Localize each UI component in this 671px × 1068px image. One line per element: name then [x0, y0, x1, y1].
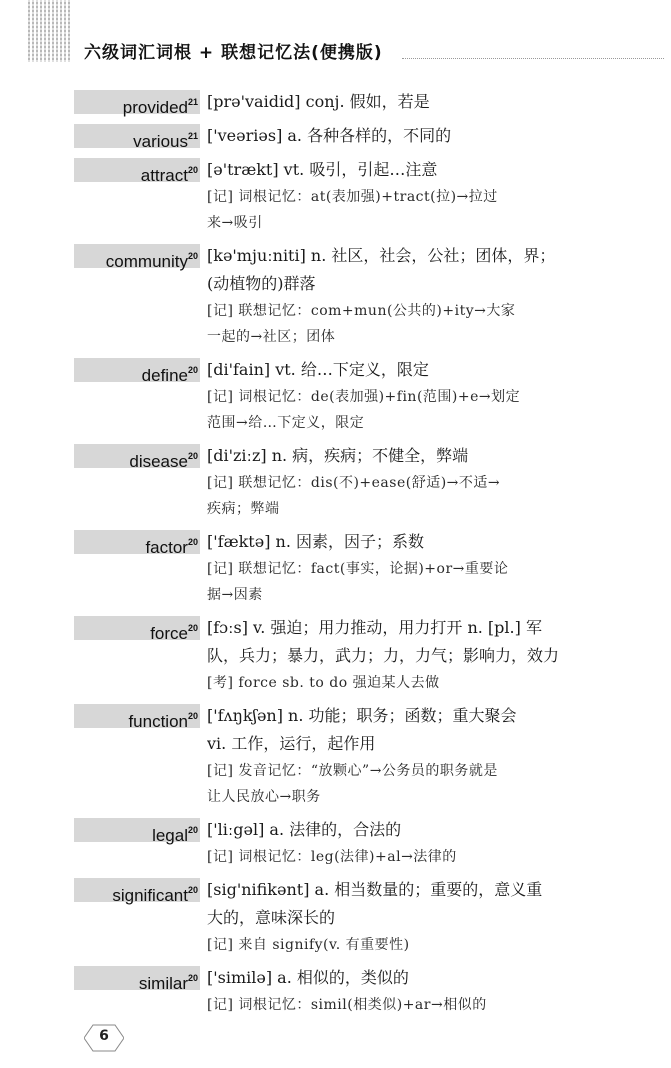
header-rule — [402, 58, 664, 59]
frequency-marker: 20 — [187, 623, 198, 633]
headword: similar — [138, 974, 188, 993]
page-header — [0, 0, 671, 70]
headword: attract — [140, 166, 188, 185]
headword-bar — [74, 530, 200, 557]
headword-bar — [74, 158, 200, 185]
definition-line: 队，兵力；暴力，武力；力，力气；影响力，效力 — [207, 646, 560, 665]
memory-note-line: [记] 词根记忆：at(表加强)+tract(拉)→拉过 — [207, 189, 498, 205]
vocab-entry — [0, 442, 671, 522]
entry-content — [207, 156, 599, 236]
memory-note-line: 据→因素 — [207, 587, 263, 603]
frequency-marker: 20 — [187, 711, 198, 721]
memory-note-line: [记] 词根记忆：leg(法律)+al→法律的 — [207, 849, 457, 865]
vocab-entry — [0, 528, 671, 608]
definition-line: [fɔːs] v. 强迫；用力推动，用力打开 n. [pl.] 军 — [207, 618, 542, 637]
definition-line: ['similə] a. 相似的，类似的 — [207, 968, 409, 987]
headword-bar — [74, 818, 200, 845]
memory-note-line: [记] 来自 signify(v. 有重要性) — [207, 937, 410, 953]
entry-content — [207, 876, 599, 958]
definition-line: ['fæktə] n. 因素，因子；系数 — [207, 532, 425, 551]
definition-line: 大的，意味深长的 — [207, 908, 336, 927]
definition-line: [kə'mjuːniti] n. 社区，社会，公社；团体，界； — [207, 246, 556, 265]
definition-line: ['liːgəl] a. 法律的，合法的 — [207, 820, 402, 839]
memory-note-line: 来→吸引 — [207, 215, 263, 231]
headword: factor — [145, 538, 188, 557]
memory-note-line: [记] 联想记忆：fact(事实，论据)+or→重要论 — [207, 561, 509, 577]
vocab-entry — [0, 122, 671, 150]
frequency-marker: 20 — [187, 251, 198, 261]
headword-bar — [74, 124, 200, 151]
page-number-badge — [84, 1024, 124, 1052]
vocab-entry — [0, 816, 671, 870]
headword: provided — [122, 98, 188, 117]
frequency-marker: 21 — [187, 97, 198, 107]
memory-note-line: [记] 联想记忆：com+mun(公共的)+ity→大家 — [207, 303, 516, 319]
headword-bar — [74, 90, 200, 117]
definition-line: [prə'vaidid] conj. 假如，若是 — [207, 92, 430, 111]
headword: community — [105, 252, 188, 271]
header-decoration — [28, 0, 72, 62]
frequency-marker: 20 — [187, 165, 198, 175]
frequency-marker: 20 — [187, 885, 198, 895]
entry-content — [207, 442, 599, 522]
definition-line: [di'fain] vt. 给…下定义，限定 — [207, 360, 429, 379]
entry-content — [207, 528, 599, 608]
definition-line: [ə'trækt] vt. 吸引，引起…注意 — [207, 160, 438, 179]
headword: various — [133, 132, 188, 151]
memory-note-line: 让人民放心→职务 — [207, 789, 321, 805]
memory-note-line: 范围→给…下定义，限定 — [207, 415, 365, 431]
frequency-marker: 20 — [187, 365, 198, 375]
frequency-marker: 20 — [187, 973, 198, 983]
entry-content — [207, 88, 599, 116]
entry-content — [207, 964, 599, 1018]
headword-bar — [74, 966, 200, 993]
vocab-entry — [0, 964, 671, 1018]
memory-note-line: [记] 发音记忆：“放颗心”→公务员的职务就是 — [207, 763, 498, 779]
vocabulary-list — [0, 88, 671, 1024]
entry-content — [207, 242, 599, 350]
frequency-marker: 20 — [187, 825, 198, 835]
vocab-entry — [0, 876, 671, 958]
memory-note-line: [考] force sb. to do 强迫某人去做 — [207, 675, 440, 691]
headword-bar — [74, 616, 200, 643]
vocab-entry — [0, 702, 671, 810]
definition-line: [sig'nifikənt] a. 相当数量的；重要的，意义重 — [207, 880, 543, 899]
headword-bar — [74, 704, 200, 731]
frequency-marker: 21 — [187, 131, 198, 141]
headword: force — [150, 624, 188, 643]
memory-note-line: 疾病；弊端 — [207, 501, 280, 517]
entry-content — [207, 816, 599, 870]
definition-line: [di'ziːz] n. 病，疾病；不健全，弊端 — [207, 446, 469, 465]
vocab-entry — [0, 88, 671, 116]
frequency-marker: 20 — [187, 537, 198, 547]
memory-note-line: [记] 联想记忆：dis(不)+ease(舒适)→不适→ — [207, 475, 501, 491]
headword: function — [128, 712, 188, 731]
headword-bar — [74, 358, 200, 385]
vocab-entry — [0, 356, 671, 436]
entry-content — [207, 356, 599, 436]
definition-line: (动植物的)群落 — [207, 274, 316, 293]
memory-note-line: [记] 词根记忆：de(表加强)+fin(范围)+e→划定 — [207, 389, 521, 405]
headword-bar — [74, 244, 200, 271]
headword: disease — [129, 452, 188, 471]
definition-line: ['fʌŋkʃən] n. 功能；职务；函数；重大聚会 — [207, 706, 517, 725]
page-number: 6 — [99, 1028, 109, 1044]
memory-note-line: 一起的→社区；团体 — [207, 329, 336, 345]
definition-line: vi. 工作，运行，起作用 — [207, 734, 376, 753]
entry-content — [207, 122, 599, 150]
vocab-entry — [0, 156, 671, 236]
vocab-entry — [0, 614, 671, 696]
headword: define — [141, 366, 188, 385]
vocab-entry — [0, 242, 671, 350]
book-title: 六级词汇词根 + 联想记忆法(便携版) — [84, 43, 383, 63]
headword-bar — [74, 444, 200, 471]
entry-content — [207, 702, 599, 810]
headword: significant — [112, 886, 188, 905]
entry-content — [207, 614, 599, 696]
definition-line: ['veəriəs] a. 各种各样的，不同的 — [207, 126, 452, 145]
headword: legal — [152, 826, 188, 845]
headword-bar — [74, 878, 200, 905]
memory-note-line: [记] 词根记忆：simil(相类似)+ar→相似的 — [207, 997, 487, 1013]
frequency-marker: 20 — [187, 451, 198, 461]
